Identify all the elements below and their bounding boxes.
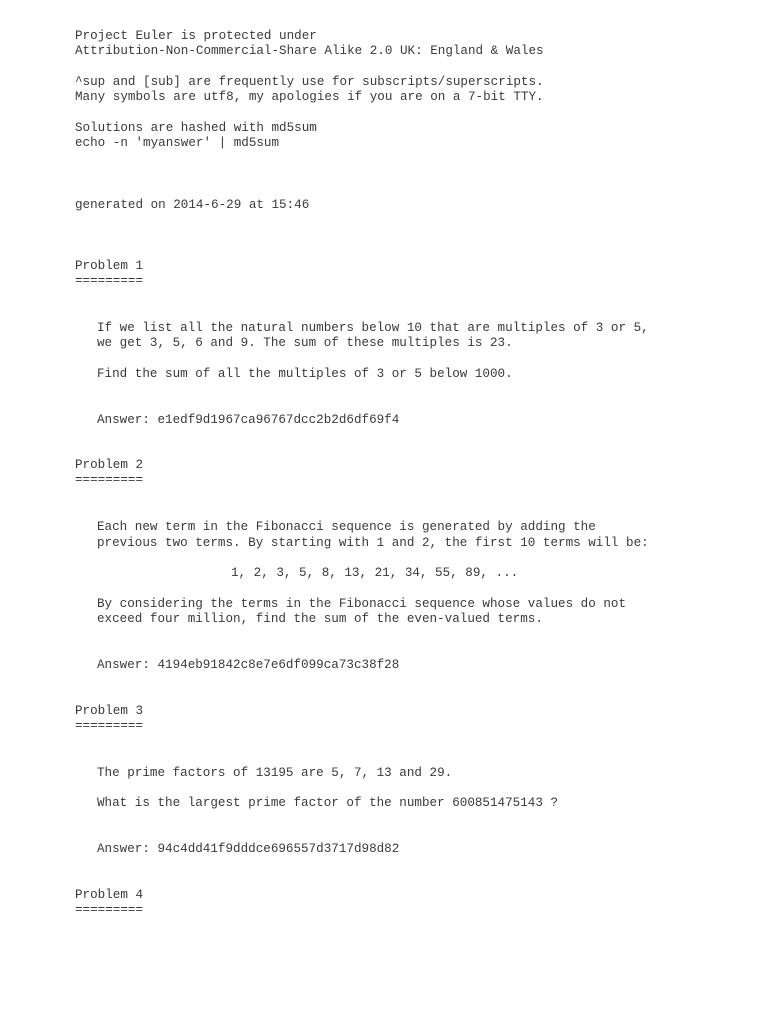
problem-title: Problem 1	[75, 259, 144, 273]
license-text: Attribution-Non-Commercial-Share Alike 2.0 UK: England & Wales	[75, 44, 544, 58]
problem-answer: Answer: e1edf9d1967ca96767dcc2b2d6df69f4	[97, 413, 400, 427]
notation-text: Many symbols are utf8, my apologies if you are on a 7-bit TTY.	[75, 90, 544, 104]
problem-text: What is the largest prime factor of the number 600851475143 ?	[97, 796, 559, 810]
hash-command-text: echo -n 'myanswer' | md5sum	[75, 136, 280, 150]
problem-title: Problem 4	[75, 888, 144, 902]
license-text: Project Euler is protected under	[75, 29, 317, 43]
problem-text: we get 3, 5, 6 and 9. The sum of these multiples is 23.	[97, 336, 513, 350]
problem-answer: Answer: 4194eb91842c8e7e6df099ca73c38f28	[97, 658, 400, 672]
problem-text: If we list all the natural numbers below 10 that are multiples of 3 or 5,	[97, 321, 649, 335]
problem-title: Problem 3	[75, 704, 144, 718]
problem-title-underline: =========	[75, 719, 144, 733]
problem-text: By considering the terms in the Fibonacci sequence whose values do not	[97, 597, 627, 611]
generated-date: generated on 2014-6-29 at 15:46	[75, 198, 310, 212]
problem-title: Problem 2	[75, 458, 144, 472]
problem-text: exceed four million, find the sum of the even-valued terms.	[97, 612, 543, 626]
problem-text: Each new term in the Fibonacci sequence is generated by adding the	[97, 520, 596, 534]
problem-title-underline: =========	[75, 473, 144, 487]
problem-answer: Answer: 94c4dd41f9dddce696557d3717d98d82	[97, 842, 400, 856]
problem-text: The prime factors of 13195 are 5, 7, 13 and 29.	[97, 766, 453, 780]
notation-text: ^sup and [sub] are frequently use for subscripts/superscripts.	[75, 75, 544, 89]
hash-info-text: Solutions are hashed with md5sum	[75, 121, 317, 135]
problem-text: previous two terms. By starting with 1 and 2, the first 10 terms will be:	[97, 536, 649, 550]
problem-title-underline: =========	[75, 274, 144, 288]
problem-title-underline: =========	[75, 903, 144, 917]
fibonacci-sequence: 1, 2, 3, 5, 8, 13, 21, 34, 55, 89, ...	[231, 566, 519, 580]
problem-text: Find the sum of all the multiples of 3 or 5 below 1000.	[97, 367, 513, 381]
